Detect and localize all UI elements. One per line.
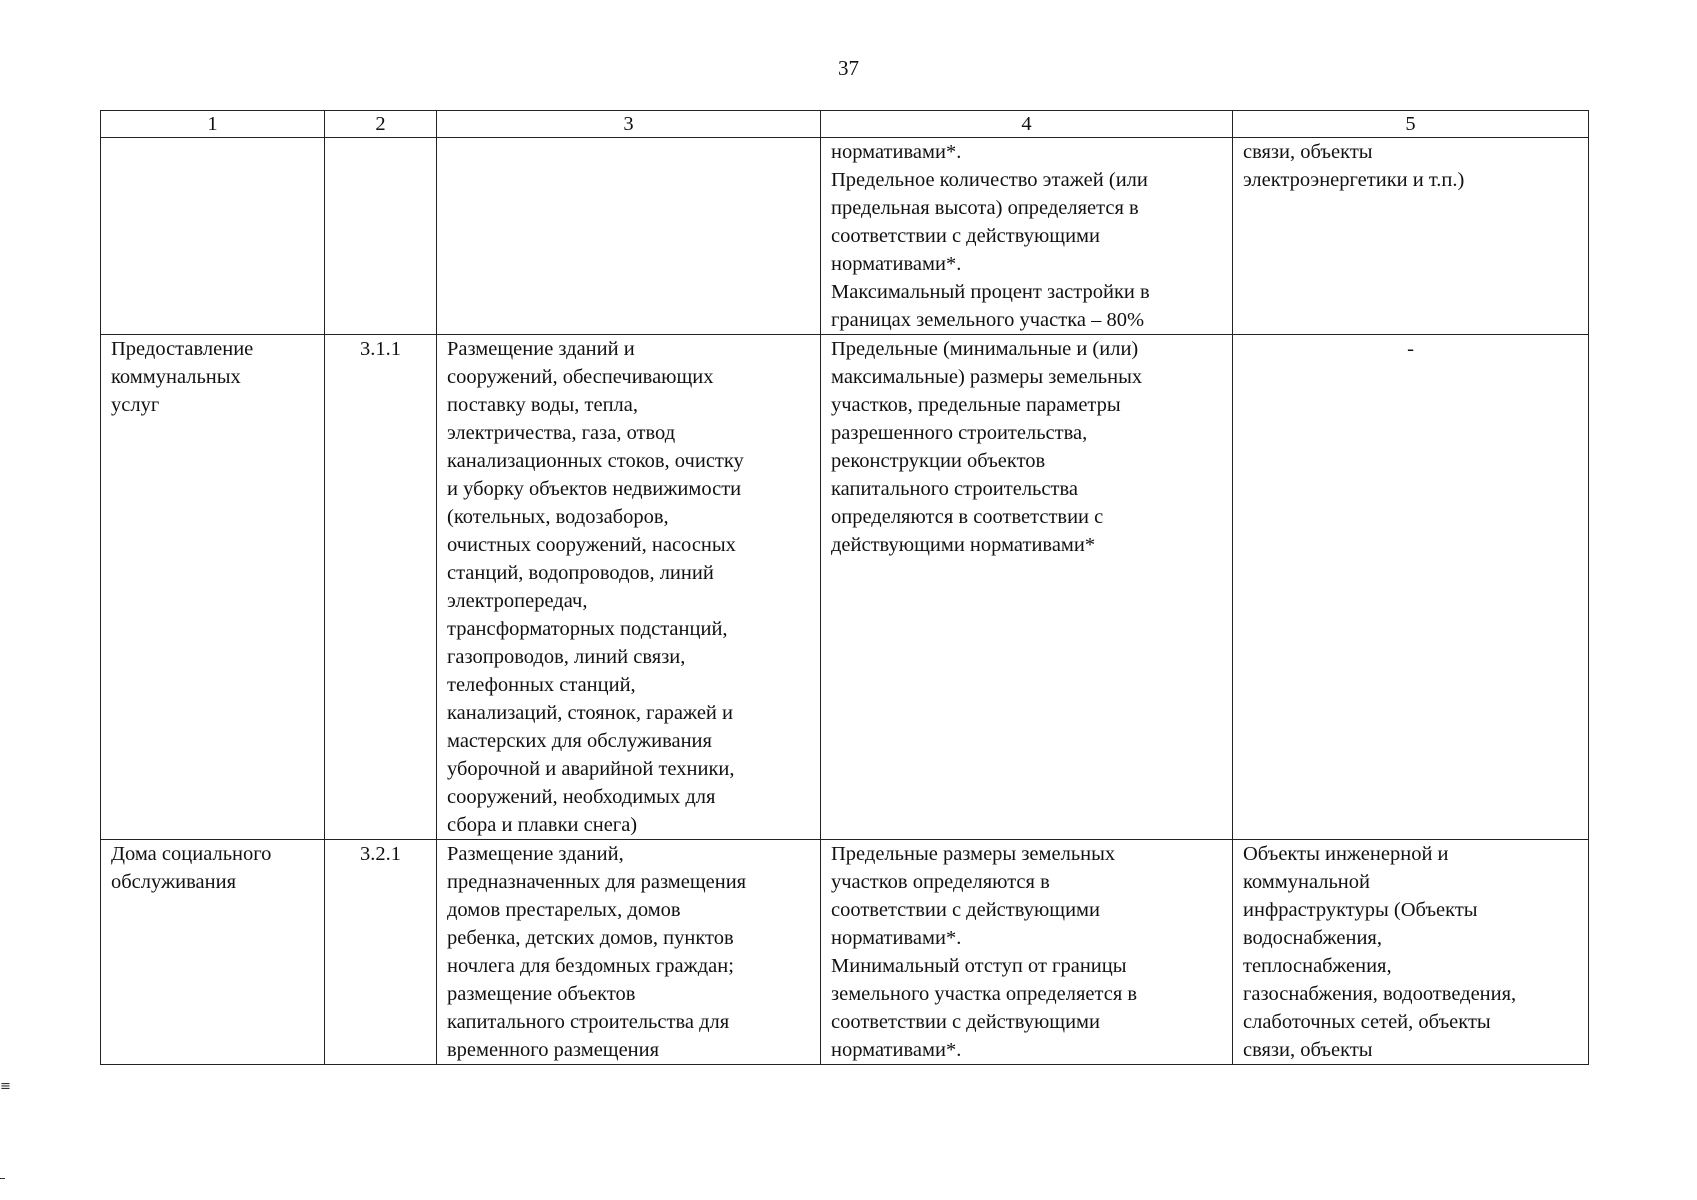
page-number: 37 bbox=[838, 56, 859, 80]
column-header-3: 3 bbox=[437, 111, 821, 138]
cell-text-line: обслуживания bbox=[111, 871, 237, 893]
cell-text-line: определяются в соответствии с bbox=[831, 506, 1104, 528]
cell-text-line: капитального строительства для bbox=[447, 1011, 730, 1033]
cell-text-line: водоснабжения, bbox=[1243, 927, 1382, 949]
cell-text-line: очистных сооружений, насосных bbox=[447, 534, 736, 556]
table-cell-col-2 bbox=[325, 335, 437, 840]
cell-text-line: Предоставление bbox=[111, 338, 254, 360]
cell-text-line: нормативами*. bbox=[831, 927, 962, 949]
cell-text-line: домов престарелых, домов bbox=[447, 899, 681, 921]
cell-text-line: канализационных стоков, очистку bbox=[447, 450, 744, 472]
cell-text-line: Предельные размеры земельных bbox=[831, 843, 1116, 865]
cell-text-line: участков определяются в bbox=[831, 871, 1050, 893]
cell-text-line: предназначенных для размещения bbox=[447, 871, 747, 893]
cell-text-line: соответствии с действующими bbox=[831, 225, 1100, 247]
cell-text-line: связи, объекты bbox=[1243, 1039, 1373, 1061]
table-cell-col-4 bbox=[821, 138, 1233, 335]
cell-text-line: Объекты инженерной и bbox=[1243, 843, 1449, 865]
table-cell-col-3 bbox=[437, 138, 821, 335]
classification-code: 3.2.1 bbox=[360, 843, 401, 865]
cell-text-line: связи, объекты bbox=[1243, 141, 1373, 163]
cell-text-line: соответствии с действующими bbox=[831, 899, 1100, 921]
cell-text-line: уборочной и аварийной техники, bbox=[447, 758, 735, 780]
cell-text-line: электричества, газа, отвод bbox=[447, 422, 676, 444]
table-cell-col-4 bbox=[821, 840, 1233, 1065]
cell-text-line: канализаций, стоянок, гаражей и bbox=[447, 702, 733, 724]
table-cell-col-5 bbox=[1233, 335, 1589, 840]
cell-text-line: временного размещения bbox=[447, 1039, 660, 1061]
cell-text-line: Размещение зданий, bbox=[447, 843, 624, 865]
cell-text-line: теплоснабжения, bbox=[1243, 955, 1392, 977]
cell-text-line: электроэнергетики и т.п.) bbox=[1243, 169, 1465, 191]
cell-text-line: реконструкции объектов bbox=[831, 450, 1046, 472]
table-cell-col-2 bbox=[325, 840, 437, 1065]
cell-text-line: капитального строительства bbox=[831, 478, 1078, 500]
margin-dash bbox=[0, 1178, 5, 1179]
table-cell-col-3 bbox=[437, 840, 821, 1065]
cell-text-line: соответствии с действующими bbox=[831, 1011, 1100, 1033]
regulations-table bbox=[100, 110, 1589, 1065]
cell-text-line: нормативами*. bbox=[831, 1039, 962, 1061]
classification-code: 3.1.1 bbox=[360, 338, 401, 360]
cell-text-line: поставку воды, тепла, bbox=[447, 394, 638, 416]
cell-text-line: нормативами*. bbox=[831, 141, 962, 163]
table-cell-col-1 bbox=[101, 335, 325, 840]
cell-text-line: Дома социального bbox=[111, 843, 272, 865]
cell-text-line: - bbox=[1407, 338, 1414, 360]
table-cell-col-3 bbox=[437, 335, 821, 840]
cell-text-line: участков, предельные параметры bbox=[831, 394, 1121, 416]
cell-text-line: сооружений, обеспечивающих bbox=[447, 366, 714, 388]
table-row bbox=[101, 138, 1589, 335]
cell-text-line: Максимальный процент застройки в bbox=[831, 281, 1150, 303]
cell-text-line: предельная высота) определяется в bbox=[831, 197, 1139, 219]
margin-mark: ≡ bbox=[0, 1079, 11, 1094]
cell-text-line: максимальные) размеры земельных bbox=[831, 366, 1143, 388]
table-row bbox=[101, 840, 1589, 1065]
cell-text-line: слаботочных сетей, объекты bbox=[1243, 1011, 1491, 1033]
cell-text-line: Размещение зданий и bbox=[447, 338, 635, 360]
cell-text-line: земельного участка определяется в bbox=[831, 983, 1138, 1005]
cell-text-line: ребенка, детских домов, пунктов bbox=[447, 927, 734, 949]
cell-text-line: размещение объектов bbox=[447, 983, 636, 1005]
cell-text-line: границах земельного участка – 80% bbox=[831, 309, 1145, 331]
cell-text-line: услуг bbox=[111, 394, 160, 416]
cell-text-line: действующими нормативами* bbox=[831, 534, 1096, 556]
table-row bbox=[101, 335, 1589, 840]
cell-text-line: сбора и плавки снега) bbox=[447, 814, 638, 836]
column-header-2: 2 bbox=[325, 111, 437, 138]
cell-text-line: разрешенного строительства, bbox=[831, 422, 1088, 444]
cell-text-line: (котельных, водозаборов, bbox=[447, 506, 669, 528]
table-cell-col-1 bbox=[101, 840, 325, 1065]
cell-text-line: электропередач, bbox=[447, 590, 588, 612]
header-row bbox=[101, 111, 1589, 138]
table-body bbox=[101, 138, 1589, 1065]
cell-text-line: инфраструктуры (Объекты bbox=[1243, 899, 1478, 921]
table-cell-col-5 bbox=[1233, 840, 1589, 1065]
cell-text-line: ночлега для бездомных граждан; bbox=[447, 955, 734, 977]
table-cell-col-1 bbox=[101, 138, 325, 335]
cell-text-line: Предельные (минимальные и (или) bbox=[831, 338, 1139, 360]
cell-text-line: трансформаторных подстанций, bbox=[447, 618, 728, 640]
cell-text-line: мастерских для обслуживания bbox=[447, 730, 712, 752]
cell-text-line: сооружений, необходимых для bbox=[447, 786, 716, 808]
cell-text-line: нормативами*. bbox=[831, 253, 962, 275]
cell-text-line: телефонных станций, bbox=[447, 674, 636, 696]
cell-text-line: и уборку объектов недвижимости bbox=[447, 478, 742, 500]
column-header-1: 1 bbox=[101, 111, 325, 138]
cell-text-line: коммунальной bbox=[1243, 871, 1370, 893]
cell-text-line: Предельное количество этажей (или bbox=[831, 169, 1148, 191]
cell-text-line: газоснабжения, водоотведения, bbox=[1243, 983, 1517, 1005]
table-cell-col-5 bbox=[1233, 138, 1589, 335]
column-header-5: 5 bbox=[1233, 111, 1589, 138]
table-cell-col-4 bbox=[821, 335, 1233, 840]
cell-text-line: газопроводов, линий связи, bbox=[447, 646, 686, 668]
column-header-4: 4 bbox=[821, 111, 1233, 138]
cell-text-line: коммунальных bbox=[111, 366, 241, 388]
cell-text-line: станций, водопроводов, линий bbox=[447, 562, 714, 584]
table-cell-col-2 bbox=[325, 138, 437, 335]
cell-text-line: Минимальный отступ от границы bbox=[831, 955, 1127, 977]
